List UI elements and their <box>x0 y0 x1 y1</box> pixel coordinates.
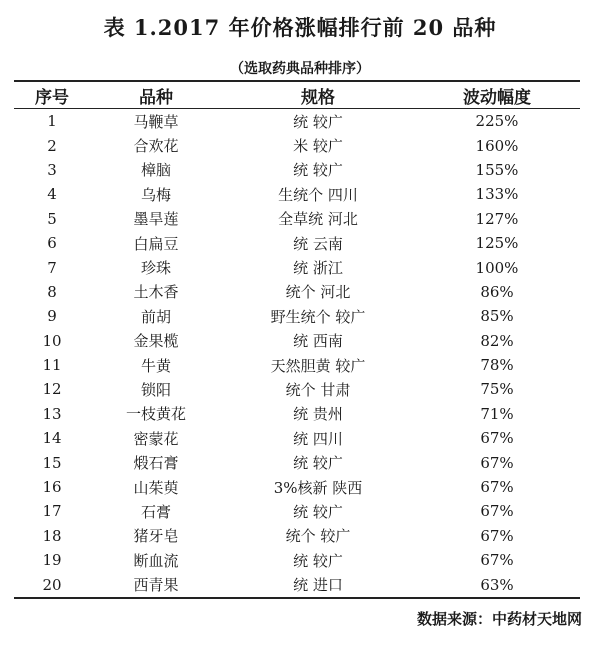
spec-cell: 野生统个 较广 <box>270 307 366 326</box>
change-cell: 67% <box>480 526 514 545</box>
rank-cell: 12 <box>42 380 62 399</box>
rank-cell: 16 <box>42 478 62 497</box>
table-subtitle: （选取药典品种排序） <box>230 61 370 77</box>
change-cell: 155% <box>475 160 519 179</box>
table-row <box>14 524 580 548</box>
table-title: 表 1.2017 年价格涨幅排行前 20 品种 <box>103 15 497 40</box>
table-row <box>14 329 580 353</box>
change-cell: 67% <box>480 502 514 521</box>
rank-cell: 18 <box>42 526 62 545</box>
variety-cell: 牛黄 <box>140 356 171 375</box>
rank-cell: 8 <box>47 282 57 301</box>
table-row <box>14 572 580 597</box>
change-cell: 67% <box>480 453 514 472</box>
rank-cell: 2 <box>47 136 57 155</box>
change-cell: 225% <box>475 112 519 131</box>
table-row <box>14 280 580 304</box>
table-row <box>14 255 580 279</box>
spec-cell: 全草统 河北 <box>278 210 358 229</box>
spec-cell: 统 较广 <box>293 112 343 131</box>
variety-cell: 猪牙皂 <box>133 527 179 546</box>
rank-cell: 6 <box>47 234 57 253</box>
price-increase-table <box>14 80 580 599</box>
rank-cell: 9 <box>47 307 57 326</box>
spec-cell: 统 较广 <box>293 551 343 570</box>
change-cell: 78% <box>480 356 514 375</box>
header-rank: 序号 <box>14 81 90 109</box>
spec-cell: 统 浙江 <box>293 259 343 278</box>
rank-cell: 14 <box>42 429 62 448</box>
rank-cell: 13 <box>42 404 62 423</box>
table-row <box>14 353 580 377</box>
table-row <box>14 377 580 401</box>
table-row <box>14 207 580 231</box>
spec-cell: 天然胆黄 较广 <box>270 356 366 375</box>
table-row <box>14 231 580 255</box>
change-cell: 86% <box>480 282 514 301</box>
table-row <box>14 450 580 474</box>
table-row <box>14 402 580 426</box>
spec-cell: 统 较广 <box>293 502 343 521</box>
spec-cell: 统个 甘肃 <box>285 380 351 399</box>
table-row <box>14 475 580 499</box>
variety-cell: 断血流 <box>133 551 179 570</box>
variety-cell: 一枝黄花 <box>125 405 186 424</box>
table-row <box>14 109 580 134</box>
change-cell: 67% <box>480 551 514 570</box>
change-cell: 127% <box>475 209 519 228</box>
spec-cell: 统 贵州 <box>293 405 343 424</box>
table-row <box>14 499 580 523</box>
change-cell: 67% <box>480 429 514 448</box>
rank-cell: 5 <box>47 209 57 228</box>
spec-cell: 统 西南 <box>293 332 343 351</box>
variety-cell: 墨旱莲 <box>133 210 179 229</box>
table-row <box>14 182 580 206</box>
data-source: 数据来源：中药材天地网 <box>416 610 582 628</box>
spec-cell: 3%核新 陕西 <box>273 478 363 497</box>
variety-cell: 马鞭草 <box>133 112 179 131</box>
variety-cell: 乌梅 <box>140 185 171 204</box>
header-spec: 规格 <box>222 81 414 109</box>
table-row <box>14 158 580 182</box>
table-row <box>14 548 580 572</box>
variety-cell: 锁阳 <box>140 380 171 399</box>
rank-cell: 17 <box>42 502 62 521</box>
spec-cell: 统 四川 <box>293 429 343 448</box>
rank-cell: 4 <box>47 185 57 204</box>
rank-cell: 1 <box>47 112 57 131</box>
rank-cell: 3 <box>47 160 57 179</box>
spec-cell: 米 较广 <box>293 137 343 156</box>
change-cell: 71% <box>480 404 514 423</box>
spec-cell: 统个 河北 <box>285 283 351 302</box>
spec-cell: 生统个 四川 <box>278 185 358 204</box>
variety-cell: 珍珠 <box>140 259 171 278</box>
change-cell: 133% <box>475 185 519 204</box>
variety-cell: 白扁豆 <box>133 234 179 253</box>
variety-cell: 樟脑 <box>140 161 171 180</box>
variety-cell: 石膏 <box>140 502 171 521</box>
rank-cell: 11 <box>42 356 62 375</box>
variety-cell: 土木香 <box>133 283 179 302</box>
rank-cell: 20 <box>42 575 62 594</box>
spec-cell: 统 较广 <box>293 454 343 473</box>
change-cell: 67% <box>480 478 514 497</box>
rank-cell: 15 <box>42 453 62 472</box>
change-cell: 63% <box>480 575 514 594</box>
header-change: 波动幅度 <box>414 81 580 109</box>
spec-cell: 统 较广 <box>293 161 343 180</box>
rank-cell: 7 <box>47 258 57 277</box>
table-row <box>14 304 580 328</box>
variety-cell: 煅石膏 <box>133 454 179 473</box>
header-row <box>14 81 580 109</box>
change-cell: 125% <box>475 234 519 253</box>
variety-cell: 西青果 <box>133 576 179 595</box>
variety-cell: 前胡 <box>140 307 171 326</box>
variety-cell: 金果榄 <box>133 332 179 351</box>
rank-cell: 10 <box>42 331 62 350</box>
change-cell: 85% <box>480 307 514 326</box>
spec-cell: 统 进口 <box>293 576 343 595</box>
rank-cell: 19 <box>42 551 62 570</box>
table-row <box>14 426 580 450</box>
change-cell: 160% <box>475 136 519 155</box>
variety-cell: 合欢花 <box>133 137 179 156</box>
variety-cell: 山茱萸 <box>133 478 179 497</box>
variety-cell: 密蒙花 <box>133 429 179 448</box>
change-cell: 75% <box>480 380 514 399</box>
spec-cell: 统 云南 <box>293 234 343 253</box>
table-row <box>14 133 580 157</box>
change-cell: 100% <box>475 258 519 277</box>
spec-cell: 统个 较广 <box>285 527 351 546</box>
header-variety: 品种 <box>90 81 222 109</box>
change-cell: 82% <box>480 331 514 350</box>
